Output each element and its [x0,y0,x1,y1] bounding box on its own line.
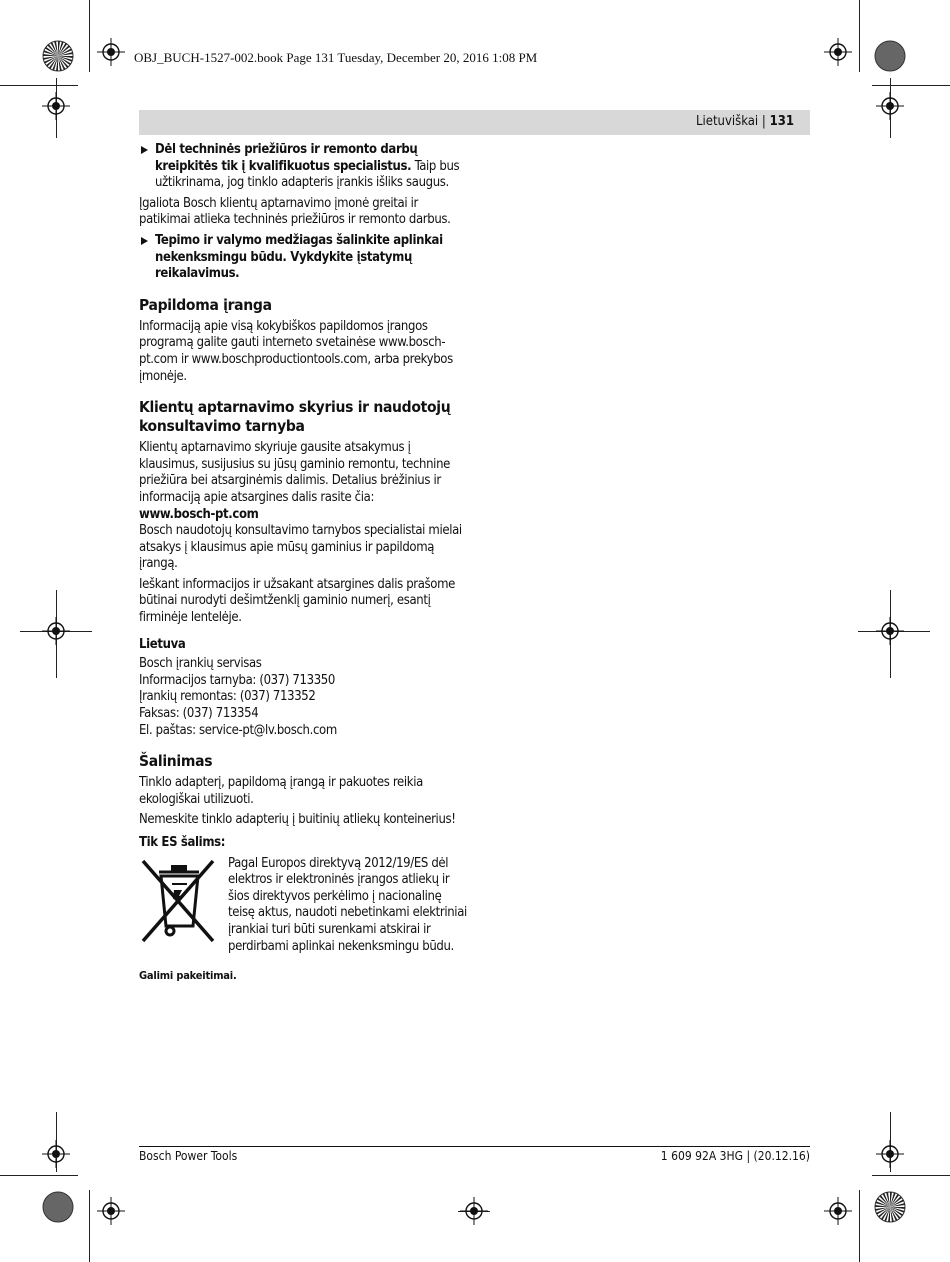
registration-mark-icon [42,92,70,120]
main-column [139,142,469,984]
bullet-text: Taip bus užtikrinama, jog tinklo adapteris įrankis išliks saugus. [155,158,460,191]
changes-note: Galimi pakeitimai. [139,968,237,982]
paragraph-service: Klientų aptarnavimo skyriuje gausite atsakymus į klausimus, susijusius su jūsų gaminio remontu, technine priežiūra bei atsarginėmis dalimis. Detalius brėžinius ir informaciją apie atsargines dalis rasite čia: [139,440,450,505]
crop-line [0,1175,78,1176]
paragraph-no-household-trash: Nemeskite tinklo adapterių į buitinių atliekų konteinerius! [139,812,456,828]
registration-mark-icon [824,38,852,66]
registration-mark-icon [824,1197,852,1225]
registration-mark-icon [42,1140,70,1168]
registration-mark-icon [42,617,70,645]
eu-only-heading: Tik ES šalims: [139,835,226,850]
page-header [696,114,794,129]
crop-line [859,1190,860,1262]
country-heading: Lietuva [139,636,186,652]
weee-notice [139,856,469,960]
contact-info-line: Informacijos tarnyba: (037) 713350 [139,672,335,688]
crop-line [859,0,860,72]
crossed-out-wheelie-bin-icon [139,858,217,944]
color-calibration-wheel-icon [873,39,907,73]
website-link[interactable]: www.bosch-pt.com [139,506,259,522]
footer-brand: Bosch Power Tools [139,1149,238,1163]
heading-service: Klientų aptarnavimo skyrius ir naudotojų konsultavimo tarnyba [139,398,451,436]
weee-text: Pagal Europos direktyvą 2012/19/ES dėl elektros ir elektroninės įrangos atliekų ir šios direktyvos perkėlimo į nacionalinę teisę aktus, naudoti nebetinkami elektriniai įrankiai turi būti surenkami atskirai ir perdirbami aplinkai nekenksmingu būdu. [228,855,467,954]
heading-disposal: Šalinimas [139,752,213,771]
crop-line [872,1175,950,1176]
paragraph-consulting: Bosch naudotojų konsultavimo tarnybos specialistai mielai atsakys į klausimus apie mūsų gaminius ir papildomą įrangą. [139,523,462,572]
registration-mark-icon [460,1197,488,1225]
footer-rule [139,1146,810,1147]
registration-mark-icon [876,92,904,120]
paragraph-ordering: Ieškant informacijos ir užsakant atsargines dalis prašome būtinai nurodyti dešimtženklį gaminio numerį, esantį firminėje lentelėje. [139,576,455,626]
heading-accessories: Papildoma įranga [139,295,272,314]
contact-email-line[interactable]: El. paštas: service-pt@lv.bosch.com [139,722,337,738]
print-slug: OBJ_BUCH-1527-002.book Page 131 Tuesday, December 20, 2016 1:08 PM [134,50,538,65]
contact-repair-line: Įrankių remontas: (037) 713352 [139,689,316,705]
bullet-lubricants [139,233,469,283]
registration-mark-icon [97,1197,125,1225]
bullet-bold-text: Tepimo ir valymo medžiagas šalinkite aplinkai nekenksmingu būdu. Vykdykite įstatymų reikalavimus. [155,232,443,282]
contact-fax-line: Faksas: (037) 713354 [139,706,259,722]
color-calibration-wheel-icon [41,1190,75,1224]
page-number: 131 [769,114,794,129]
registration-mark-icon [97,38,125,66]
header-separator: | [761,114,766,129]
registration-mark-icon [876,1140,904,1168]
color-calibration-wheel-icon [41,39,75,73]
footer-doc-number: 1 609 92A 3HG | (20.12.16) [660,1149,810,1163]
paragraph-authorized-service: Įgaliota Bosch klientų aptarnavimo įmonė greitai ir patikimai atlieka techninės priežiūros ir remonto darbus. [139,195,451,228]
crop-line [89,1190,90,1262]
paragraph-disposal: Tinklo adapterį, papildomą įrangą ir pakuotes reikia ekologiškai utilizuoti. [139,775,423,807]
registration-mark-icon [876,617,904,645]
bullet-service-specialists [139,142,469,192]
paragraph-accessories: Informaciją apie visą kokybiškos papildomos įrangos programą galite gauti interneto svetainėse www.bosch-pt.com ir www.boschproductiontools.com, arba prekybos įmonėje. [139,318,453,384]
header-language: Lietuviškai [696,114,759,129]
contact-company: Bosch įrankių servisas [139,656,262,672]
color-calibration-wheel-icon [873,1190,907,1224]
crop-line [0,85,78,86]
crop-line [872,85,950,86]
bullet-bold-text: Dėl techninės priežiūros ir remonto darbų kreipkitės tik į kvalifikuotus specialistus. [155,142,418,174]
crop-line [89,0,90,72]
